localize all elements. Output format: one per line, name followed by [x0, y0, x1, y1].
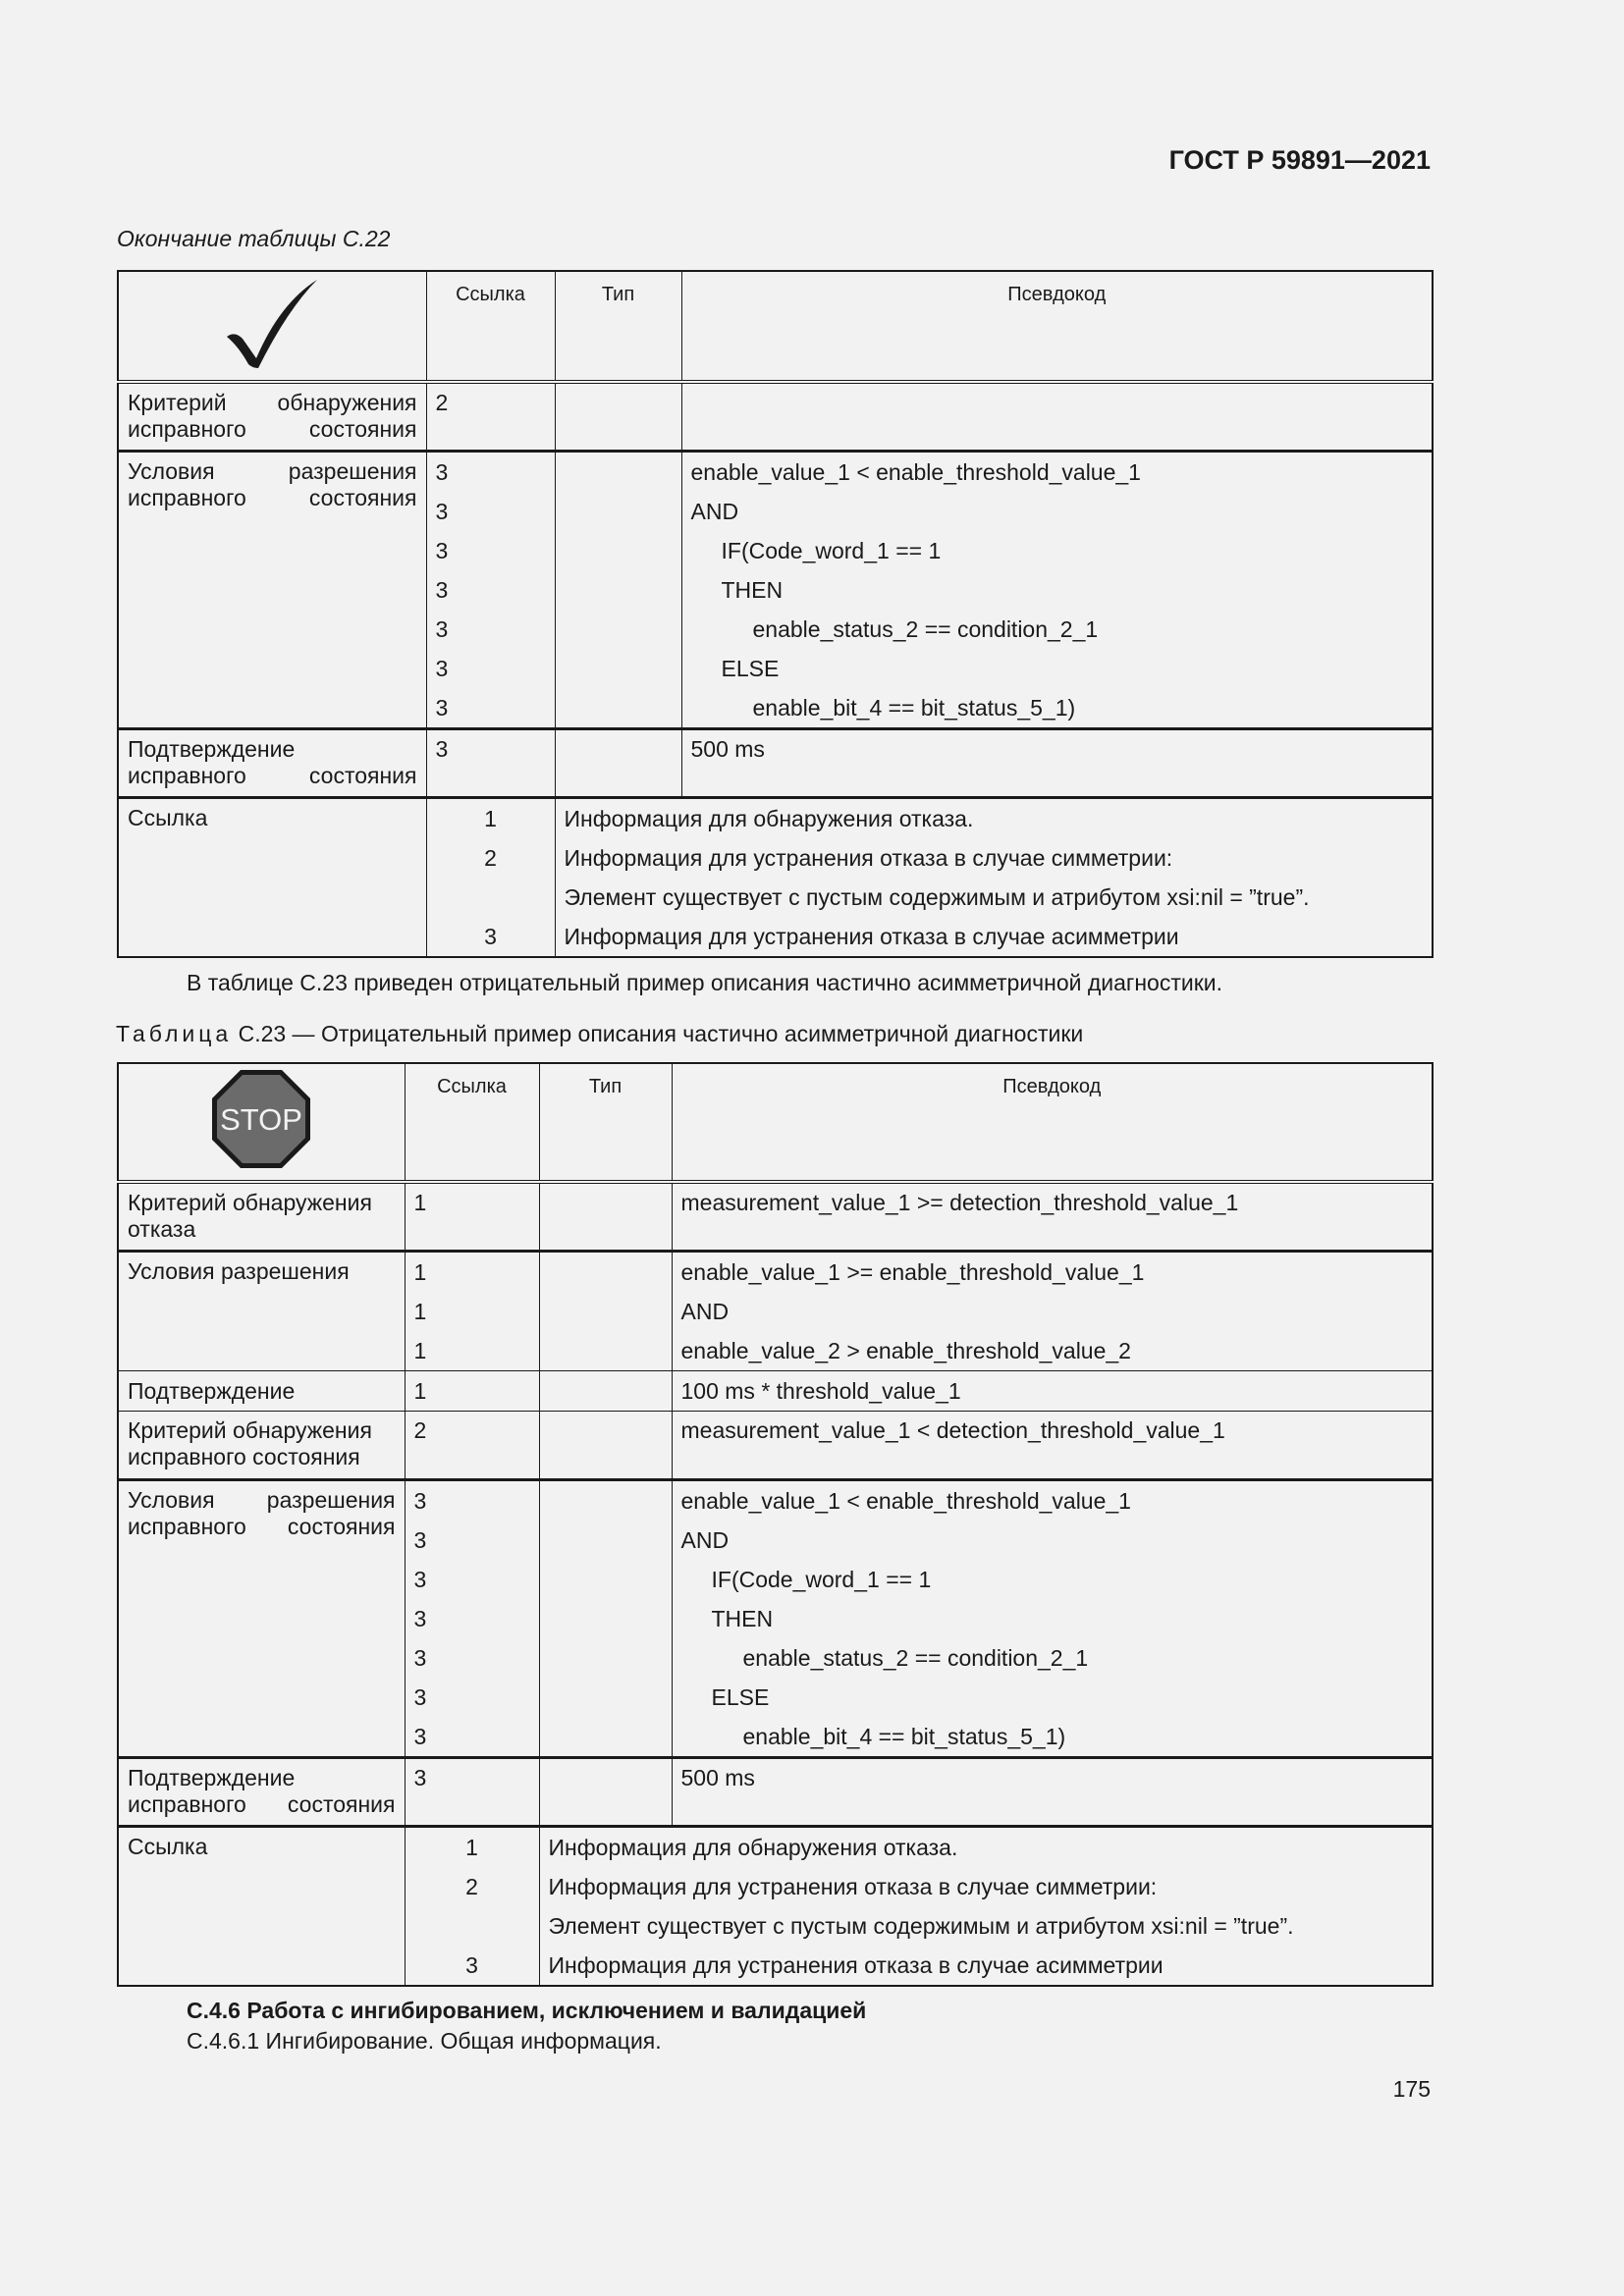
row-label: Подтверждение исправного состояния — [118, 1757, 405, 1826]
row-label: Условия разрешения исправного состояния — [118, 1479, 405, 1757]
code-cell: 500 ms — [672, 1757, 1433, 1826]
ref-list: 1 2 3 — [405, 1826, 539, 1986]
row-ref: 1 — [405, 1182, 539, 1251]
ref-list: 1 1 1 — [405, 1251, 539, 1370]
type-cell — [555, 728, 681, 797]
stop-sign-icon — [210, 1068, 312, 1170]
paragraph: В таблице С.23 приведен отрицательный пример описания частично асимметричной диагностики. — [187, 970, 1223, 995]
row-label: Критерий обнаружения исправного состояния — [118, 382, 426, 451]
section-title: С.4.6 Работа с ингибированием, исключением и валидацией — [187, 1998, 867, 2023]
col-header-code: Псевдокод — [681, 271, 1433, 382]
info-block: Информация для обнаружения отказа. Информация для устранения отказа в случае симметрии: Элемент существует с пустым содержимым и атрибутом xsi:nil = ”true”. Информация для устранения отказа в случае асимметрии — [539, 1826, 1433, 1986]
type-cell — [539, 1182, 672, 1251]
row-label: Ссылка — [118, 797, 426, 957]
col-header-type: Тип — [555, 271, 681, 382]
type-cell — [539, 1757, 672, 1826]
type-cell — [539, 1370, 672, 1411]
stop-sign-text: STOP — [220, 1102, 303, 1137]
row-label: Условия разрешения исправного состояния — [118, 451, 426, 728]
code-cell — [681, 382, 1433, 451]
col-header-code: Псевдокод — [672, 1063, 1433, 1182]
checkmark-cell — [118, 271, 426, 382]
code-cell: measurement_value_1 >= detection_threshold_value_1 — [672, 1182, 1433, 1251]
ref-list: 3 3 3 3 3 3 3 — [426, 451, 555, 728]
row-ref: 3 — [405, 1757, 539, 1826]
caption-rest: С.23 — Отрицательный пример описания частично асимметричной диагностики — [238, 1021, 1084, 1046]
info-block: Информация для обнаружения отказа. Информация для устранения отказа в случае симметрии: Элемент существует с пустым содержимым и атрибутом xsi:nil = ”true”. Информация для устранения отказа в случае асимметрии — [555, 797, 1433, 957]
row-ref: 2 — [426, 382, 555, 451]
col-header-ref: Ссылка — [405, 1063, 539, 1182]
pseudocode-block: enable_value_1 < enable_threshold_value_1 AND IF(Code_word_1 == 1 THEN enable_status_2 == condition_2_1 ELSE enable_bit_4 == bit_status_5_1) — [681, 451, 1433, 728]
table-c23-caption — [116, 1021, 1083, 1047]
caption-word: Таблица — [116, 1021, 233, 1046]
code-cell: 500 ms — [681, 728, 1433, 797]
row-label: Критерий обнаружения исправного состояния — [118, 1411, 405, 1479]
stop-sign-cell — [118, 1063, 405, 1182]
col-header-ref: Ссылка — [426, 271, 555, 382]
code-cell: measurement_value_1 < detection_threshold_value_1 — [672, 1411, 1433, 1479]
row-label: Критерий обнаружения отказа — [118, 1182, 405, 1251]
type-cell — [555, 451, 681, 728]
pseudocode-block: enable_value_1 < enable_threshold_value_1 AND IF(Code_word_1 == 1 THEN enable_status_2 == condition_2_1 ELSE enable_bit_4 == bit_status_5_1) — [672, 1479, 1433, 1757]
document-header: ГОСТ Р 59891—2021 — [1168, 145, 1431, 175]
row-ref: 2 — [405, 1411, 539, 1479]
subsection-title: С.4.6.1 Ингибирование. Общая информация. — [187, 2028, 662, 2054]
row-ref: 3 — [426, 728, 555, 797]
page-number: 175 — [1392, 2076, 1431, 2102]
col-header-type: Тип — [539, 1063, 672, 1182]
row-label: Условия разрешения — [118, 1251, 405, 1370]
pseudocode-block: enable_value_1 >= enable_threshold_value_1 AND enable_value_2 > enable_threshold_value_2 — [672, 1251, 1433, 1370]
code-cell: 100 ms * threshold_value_1 — [672, 1370, 1433, 1411]
row-label: Подтверждение исправного состояния — [118, 728, 426, 797]
checkmark-icon — [223, 276, 321, 370]
row-label: Ссылка — [118, 1826, 405, 1986]
type-cell — [539, 1251, 672, 1370]
row-ref: 1 — [405, 1370, 539, 1411]
ref-list: 3 3 3 3 3 3 3 — [405, 1479, 539, 1757]
table-c23 — [117, 1062, 1434, 1987]
ref-list: 1 2 3 — [426, 797, 555, 957]
table-c22 — [117, 270, 1434, 958]
type-cell — [555, 382, 681, 451]
table-c22-caption: Окончание таблицы С.22 — [117, 226, 391, 251]
type-cell — [539, 1411, 672, 1479]
type-cell — [539, 1479, 672, 1757]
row-label: Подтверждение — [118, 1370, 405, 1411]
